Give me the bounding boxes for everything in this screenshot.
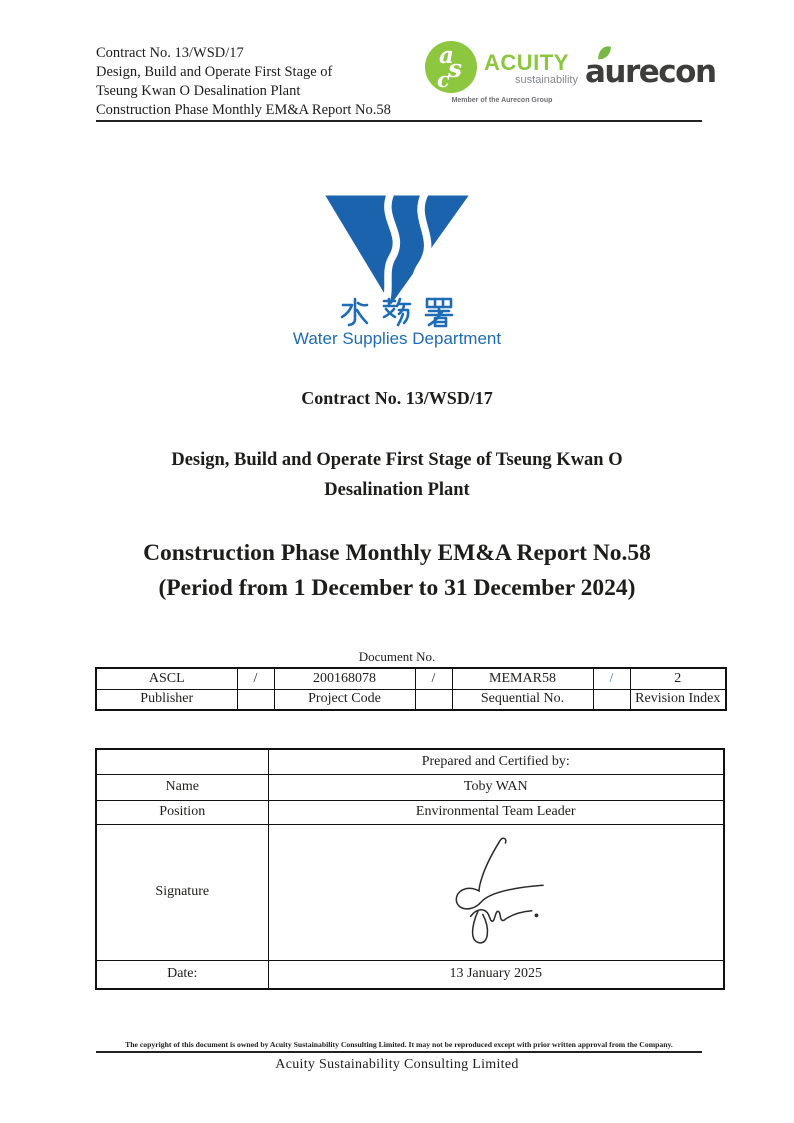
date-label: Date:	[96, 960, 268, 989]
position-label: Position	[96, 800, 268, 824]
table-row	[96, 774, 724, 800]
title-project-name	[0, 445, 794, 505]
name-label: Name	[96, 774, 268, 800]
separator-slash: /	[415, 668, 452, 689]
footer-divider	[96, 1051, 702, 1053]
publisher-value: ASCL	[96, 668, 237, 689]
copyright-notice: The copyright of this document is owned by Acuity Sustainability Consulting Limited. It may not be reproduced except with prior written approval from the Company.	[125, 1040, 673, 1049]
project-code-label: Project Code	[274, 689, 415, 710]
header-line-report: Construction Phase Monthly EM&A Report No.58	[96, 102, 391, 118]
wsd-chinese-text	[340, 297, 454, 329]
signature-image	[416, 832, 576, 948]
table-row	[96, 800, 724, 824]
acuity-tagline: sustainability	[515, 74, 578, 86]
title-report-line-1: Construction Phase Monthly EM&A Report No.58	[143, 540, 651, 566]
title-report-line-2: (Period from 1 December to 31 December 2024)	[158, 575, 636, 601]
revision-index-value: 2	[630, 668, 726, 689]
acuity-logo	[424, 40, 580, 108]
document-labels-row	[96, 689, 726, 710]
sequential-no-label: Sequential No.	[452, 689, 593, 710]
svg-text:c: c	[437, 67, 450, 92]
header-line-contract: Contract No. 13/WSD/17	[96, 45, 244, 61]
empty-cell	[237, 689, 274, 710]
acuity-wordmark: ACUITY	[484, 50, 569, 75]
document-no-caption: Document No.	[358, 649, 436, 664]
footer-company-name: Acuity Sustainability Consulting Limited	[275, 1057, 519, 1072]
sequential-no-value: MEMAR58	[452, 668, 593, 689]
aurecon-wordmark: aurecon	[585, 54, 716, 90]
table-row	[96, 960, 724, 989]
title-report	[0, 536, 794, 606]
acuity-member-line: Member of the Aurecon Group	[451, 97, 553, 104]
name-value: Toby WAN	[268, 774, 724, 800]
certification-table	[95, 748, 725, 990]
wsd-english-name: Water Supplies Department	[292, 329, 502, 348]
separator-slash: /	[237, 668, 274, 689]
publisher-label: Publisher	[96, 689, 237, 710]
title-project-line-1: Design, Build and Operate First Stage of Tseung Kwan O	[171, 450, 623, 470]
position-value: Environmental Team Leader	[268, 800, 724, 824]
svg-text:s: s	[448, 54, 463, 83]
svg-text:a: a	[439, 42, 454, 69]
header-line-project-1: Design, Build and Operate First Stage of	[96, 64, 333, 80]
header-contract-info	[96, 44, 391, 120]
header-divider	[96, 120, 702, 122]
empty-cell	[96, 749, 268, 774]
document-values-row	[96, 668, 726, 689]
project-code-value: 200168078	[274, 668, 415, 689]
table-row	[96, 824, 724, 960]
empty-cell	[415, 689, 452, 710]
table-row	[96, 749, 724, 774]
empty-cell	[593, 689, 630, 710]
header-line-project-2: Tseung Kwan O Desalination Plant	[96, 83, 301, 99]
revision-index-label: Revision Index	[630, 689, 726, 710]
title-contract-number: Contract No. 13/WSD/17	[301, 388, 493, 408]
date-value: 13 January 2025	[268, 960, 724, 989]
title-project-line-2: Desalination Plant	[324, 480, 470, 500]
document-number-table	[95, 667, 727, 711]
wsd-logo-icon	[322, 194, 472, 306]
aurecon-logo	[585, 44, 725, 100]
signature-label: Signature	[96, 824, 268, 960]
certification-header: Prepared and Certified by:	[268, 749, 724, 774]
acuity-monogram-icon	[424, 40, 478, 94]
separator-slash: /	[593, 668, 630, 689]
signature-cell	[268, 824, 724, 960]
